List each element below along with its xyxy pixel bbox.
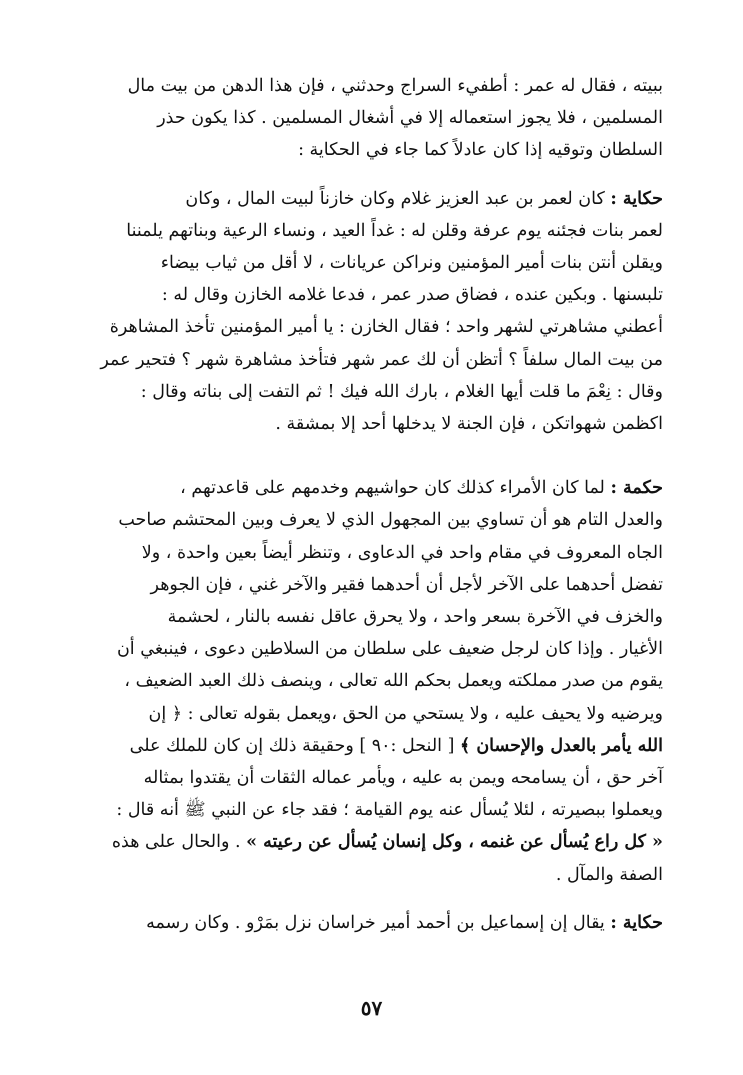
text-segment: كان لعمر بن عبد العزيز غلام وكان خازناً لبيت المال ، وكان (185, 188, 611, 209)
text-line: آخر حق ، أن يسامحه ويمن به عليه ، ويأمر عماله الثقات أن يقتدوا بمثاله (143, 768, 663, 789)
text-line (98, 826, 663, 858)
text-line: وقال : نِعْمَ ما قلت أيها الغلام ، بارك الله فيك ! ثم التفت إلى بناته وقال : (140, 381, 663, 402)
paragraph-story-1 (98, 183, 663, 441)
paragraph-1 (98, 70, 663, 167)
text-line: والعدل التام هو أن تساوي بين المجهول الذي لا يعرف وبين المحتشم صاحب (118, 510, 663, 531)
text-line (98, 730, 663, 762)
text-line: الجاه المعروف في مقام واحد في الدعاوى ، وتنظر أيضاً بعين واحدة ، ولا (141, 542, 663, 563)
story-heading: حكاية : (610, 188, 663, 209)
text-line: الصفة والمآل . (555, 864, 663, 885)
text-line: والخزف في الآخرة بسعر واحد ، ولا يحرق عاقل نفسه بالنار ، لحشمة (167, 607, 663, 628)
text-line: ويقلن أنتن بنات أمير المؤمنين ونراكن عريانات ، لا أقل من ثياب بيضاء (160, 253, 663, 274)
text-line (98, 472, 663, 504)
text-line: المسلمين ، فلا يجوز استعماله إلا في أشغال المسلمين . كذا يكون حذر (157, 108, 663, 129)
text-line: تفضل أحدهما على الآخر لأجل أن أحدهما فقير والآخر غني ، فإن الجوهر (150, 574, 663, 595)
text-line: أعطني مشاهرتي لشهر واحد ؛ فقال الخازن : يا أمير المؤمنين تأخذ المشاهرة (109, 317, 663, 338)
text-segment: . والحال على هذه (111, 832, 247, 853)
text-line: الأغيار . وإذا كان لرجل ضعيف على سلطان من السلاطين دعوى ، فينبغي أن (116, 639, 663, 660)
page-number: ٥٧ (360, 996, 383, 1020)
quran-reference: [ النحل :٩٠ ] وحقيقة ذلك إن كان للملك على (129, 735, 460, 756)
page-body (98, 70, 663, 939)
text-line: السلطان وتوقيه إذا كان عادلاً كما جاء في الحكاية : (298, 140, 663, 161)
text-line: تلبسنها . وبكين عنده ، فضاق صدر عمر ، فدعا غلامه الخازن وقال له : (161, 285, 663, 306)
quran-verse: الله يأمر بالعدل والإحسان ﴾ (459, 735, 663, 756)
text-line: يقوم من صدر مملكته ويعمل بحكم الله تعالى ، وينصف ذلك العبد الضعيف ، (124, 671, 663, 692)
text-line: ويرضيه ولا يحيف عليه ، ولا يستحي من الحق ،ويعمل بقوله تعالى : ﴿ إن (148, 703, 663, 724)
wisdom-heading: حكمة : (610, 478, 663, 499)
hadith-quote: « كل راع يُسأل عن غنمه ، وكل إنسان يُسأل عن رعيته » (246, 832, 663, 853)
paragraph-wisdom (98, 472, 663, 891)
text-line: ويعملوا ببصيرته ، لئلا يُسأل عنه يوم القيامة ؛ فقد جاء عن النبي ﷺ أنه قال : (116, 800, 663, 821)
text-line (98, 907, 663, 939)
story-heading: حكاية : (610, 912, 663, 933)
paragraph-story-2 (98, 907, 663, 939)
text-line: لعمر بنات فجئنه يوم عرفة وقلن له : غداً العيد ، ونساء الرعية وبناتهم يلمننا (126, 220, 663, 241)
text-segment: لما كان الأمراء كذلك كان حواشيهم وخدمهم على قاعدتهم ، (180, 478, 611, 499)
text-line (98, 183, 663, 215)
text-line: ببيته ، فقال له عمر : أطفيء السراج وحدثني ، فإن هذا الدهن من بيت مال (127, 76, 663, 96)
text-line: اكظمن شهواتكن ، فإن الجنة لا يدخلها أحد إلا بمشقة . (275, 414, 663, 435)
text-line: من بيت المال سلفاً ؟ أتظن أن لك عمر شهر فتأخذ مشاهرة شهر ؟ فتحير عمر (100, 349, 663, 370)
text-segment: يقال إن إسماعيل بن أحمد أمير خراسان نزل بمَرْو . وكان رسمه (146, 912, 611, 933)
